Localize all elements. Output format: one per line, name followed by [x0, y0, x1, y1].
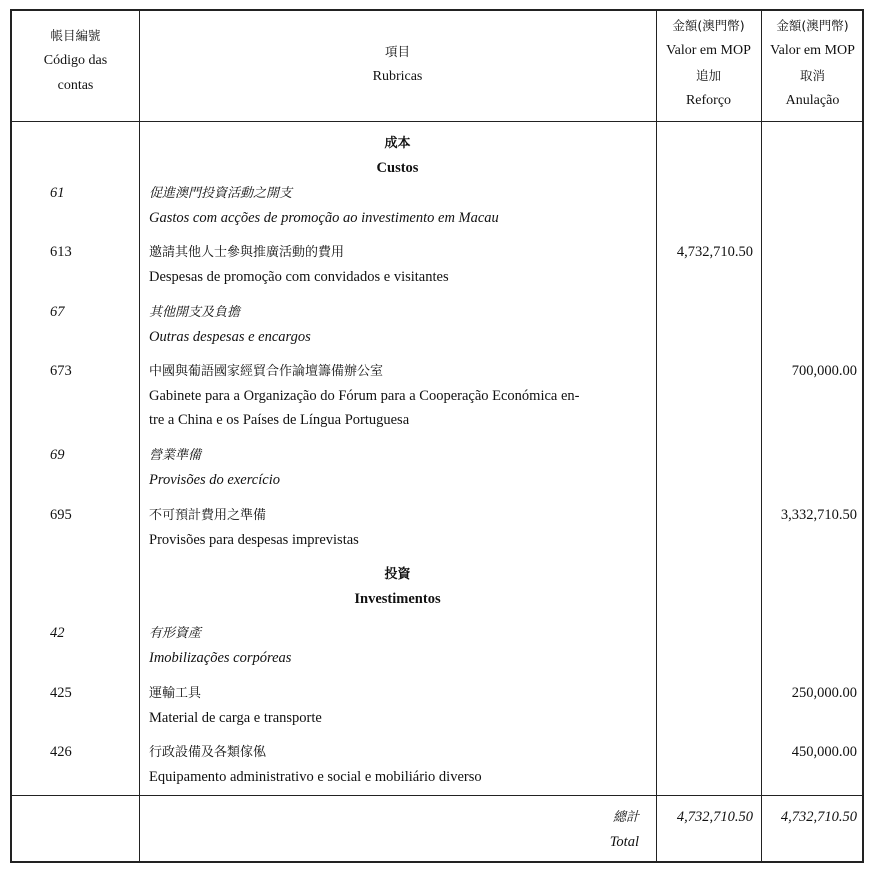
header-code-zh: 帳目編號	[50, 28, 101, 43]
header-item-pt: Rubricas	[372, 69, 423, 84]
col-divider-2	[656, 11, 657, 861]
header-reinforce	[656, 13, 761, 113]
total-divider	[12, 795, 862, 796]
total-label-pt: Total	[609, 834, 639, 850]
row-code: 67	[50, 304, 65, 320]
header-reinforce-zh1: 金額(澳門幣)	[672, 18, 745, 33]
section-investments	[139, 562, 656, 612]
row-item-pt: Imobilizações corpóreas	[149, 650, 292, 666]
header-cancel	[761, 13, 864, 113]
row-code: 613	[50, 244, 72, 260]
row-item-zh: 不可預計費用之準備	[149, 508, 267, 523]
col-divider-3	[761, 11, 762, 861]
row-code: 61	[50, 185, 65, 201]
total-label	[139, 805, 639, 855]
header-reinforce-zh2: 追加	[695, 68, 721, 83]
row-item-pt: Material de carga e transporte	[149, 710, 322, 726]
total-label-zh: 總計	[612, 810, 639, 825]
row-code: 695	[50, 507, 72, 523]
row-item-pt: Despesas de promoção com convidados e visitantes	[149, 269, 449, 285]
header-reinforce-pt1: Valor em MOP	[666, 43, 751, 58]
row-item	[149, 503, 359, 553]
header-code	[12, 23, 139, 98]
row-cancel-value: 250,000.00	[791, 685, 857, 701]
header-code-pt1: Código das	[43, 53, 108, 68]
header-item-zh: 項目	[384, 44, 410, 59]
section-costs-pt: Custos	[376, 160, 419, 176]
header-reinforce-pt2: Reforço	[685, 93, 732, 108]
header-cancel-pt2: Anulação	[785, 93, 840, 108]
row-item-zh: 營業準備	[149, 448, 202, 463]
row-item-pt-line2: tre a China e os Países de Língua Portuguesa	[149, 412, 410, 428]
row-item-zh: 促進澳門投資活動之開支	[149, 186, 293, 201]
row-item-pt: Provisões do exercício	[149, 472, 280, 488]
row-cancel-value: 700,000.00	[791, 363, 857, 379]
section-costs-zh: 成本	[384, 136, 411, 151]
section-investments-zh: 投資	[384, 567, 411, 582]
header-divider	[12, 121, 862, 122]
row-cancel-value: 3,332,710.50	[780, 507, 857, 523]
row-item	[149, 740, 482, 790]
row-item-pt: Outras despesas e encargos	[149, 329, 311, 345]
row-code: 42	[50, 625, 65, 641]
row-item	[149, 181, 499, 231]
header-item	[139, 39, 656, 89]
row-item	[149, 359, 580, 431]
row-item-pt: Gastos com acções de promoção ao investimento em Macau	[149, 210, 499, 226]
row-code: 425	[50, 685, 72, 701]
row-item-zh: 有形資產	[149, 626, 202, 641]
budget-table	[10, 9, 864, 863]
section-costs	[139, 131, 656, 181]
row-item	[149, 681, 322, 731]
header-cancel-pt1: Valor em MOP	[770, 43, 855, 58]
row-item-zh: 其他開支及負擔	[149, 305, 241, 320]
row-item-zh: 中國與葡語國家經貿合作論壇籌備辦公室	[149, 364, 384, 379]
row-item-pt-line1: Gabinete para a Organização do Fórum para a Cooperação Económica en-	[149, 388, 580, 404]
section-investments-pt: Investimentos	[354, 591, 441, 607]
total-reinforce-value: 4,732,710.50	[676, 809, 753, 825]
header-cancel-zh2: 取消	[799, 68, 825, 83]
header-code-pt2: contas	[57, 78, 94, 93]
total-cancel-value: 4,732,710.50	[780, 809, 857, 825]
row-item-pt: Provisões para despesas imprevistas	[149, 532, 359, 548]
row-item	[149, 300, 311, 350]
row-code: 69	[50, 447, 65, 463]
row-code: 673	[50, 363, 72, 379]
header-cancel-zh1: 金額(澳門幣)	[776, 18, 849, 33]
row-cancel-value: 450,000.00	[791, 744, 857, 760]
row-code: 426	[50, 744, 72, 760]
row-item-pt: Equipamento administrativo e social e mobiliário diverso	[149, 769, 482, 785]
row-item-zh: 運輸工具	[149, 686, 202, 701]
row-item	[149, 621, 291, 671]
row-reinforce-value: 4,732,710.50	[676, 244, 753, 260]
row-item-zh: 邀請其他人士參與推廣活動的費用	[149, 245, 345, 260]
row-item-zh: 行政設備及各類傢俬	[149, 745, 267, 760]
row-item	[149, 443, 280, 493]
row-item	[149, 240, 449, 290]
